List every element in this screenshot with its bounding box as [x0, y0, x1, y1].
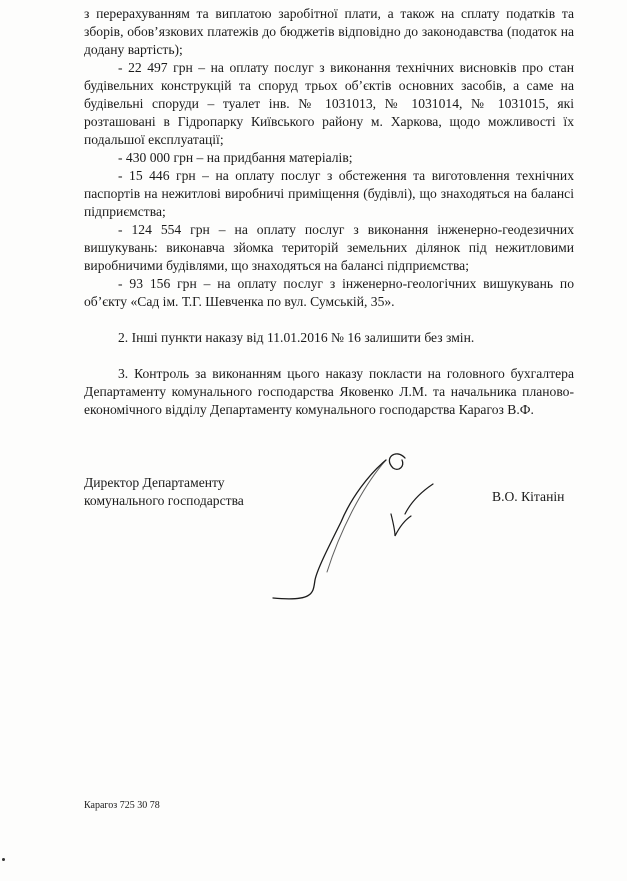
signatory-title — [84, 474, 244, 510]
footer-executor-note: Карагоз 725 30 78 — [84, 800, 160, 811]
handwritten-signature — [255, 430, 445, 620]
paragraph-continuation: з перерахуванням та виплатою заробітної плати, а також на сплату податків та зборів, обов’язкових платежів до бюджетів відповідно до законодавства (податок на додану вартість); — [84, 6, 574, 57]
paragraph-item-3: 3. Контроль за виконанням цього наказу покласти на головного бухгалтера Департаменту комунального господарства Яковенко Л.М. та начальника планово-економічного відділу Департаменту комунального господарства Карагоз В.Ф. — [84, 366, 574, 417]
paragraph-technical-conclusions: - 22 497 грн – на оплату послуг з виконання технічних висновків про стан будівельних конструкцій та споруд трьох об’єктів основних засобів, а саме на будівельні споруди – туалет інв. № 1031013, № 1031014, № 1031015, які розташовані в Гідропарку Київського району м. Харкова, щодо можливості їх подальшої експлуатації; — [84, 60, 574, 147]
signatory-title-line1: Директор Департаменту — [84, 475, 225, 490]
paragraph-materials: - 430 000 грн – на придбання матеріалів; — [118, 150, 353, 165]
paragraph-technical-passports: - 15 446 грн – на оплату послуг з обстеження та виготовлення технічних паспортів на нежитлові виробничі приміщення (будівлі), що знаходяться на балансі підприємства; — [84, 168, 574, 219]
document-body — [84, 5, 574, 419]
paragraph-geological-survey: - 93 156 грн – на оплату послуг з інженерно-геологічних вишукувань по об’єкту «Сад ім. Т.Г. Шевченка по вул. Сумській, 35». — [84, 276, 574, 309]
scan-speck — [2, 858, 5, 861]
paragraph-geodetic-survey: - 124 554 грн – на оплату послуг з виконання інженерно-геодезичних вишукувань: виконавча зйомка територій земельних ділянок під нежитловими виробничими будівлями, що знаходяться на балансі підприємства; — [84, 222, 574, 273]
signatory-title-line2: комунального господарства — [84, 493, 244, 508]
paragraph-item-2: 2. Інші пункти наказу від 11.01.2016 № 16 залишити без змін. — [118, 330, 475, 345]
signatory-name: В.О. Кітанін — [492, 489, 565, 504]
